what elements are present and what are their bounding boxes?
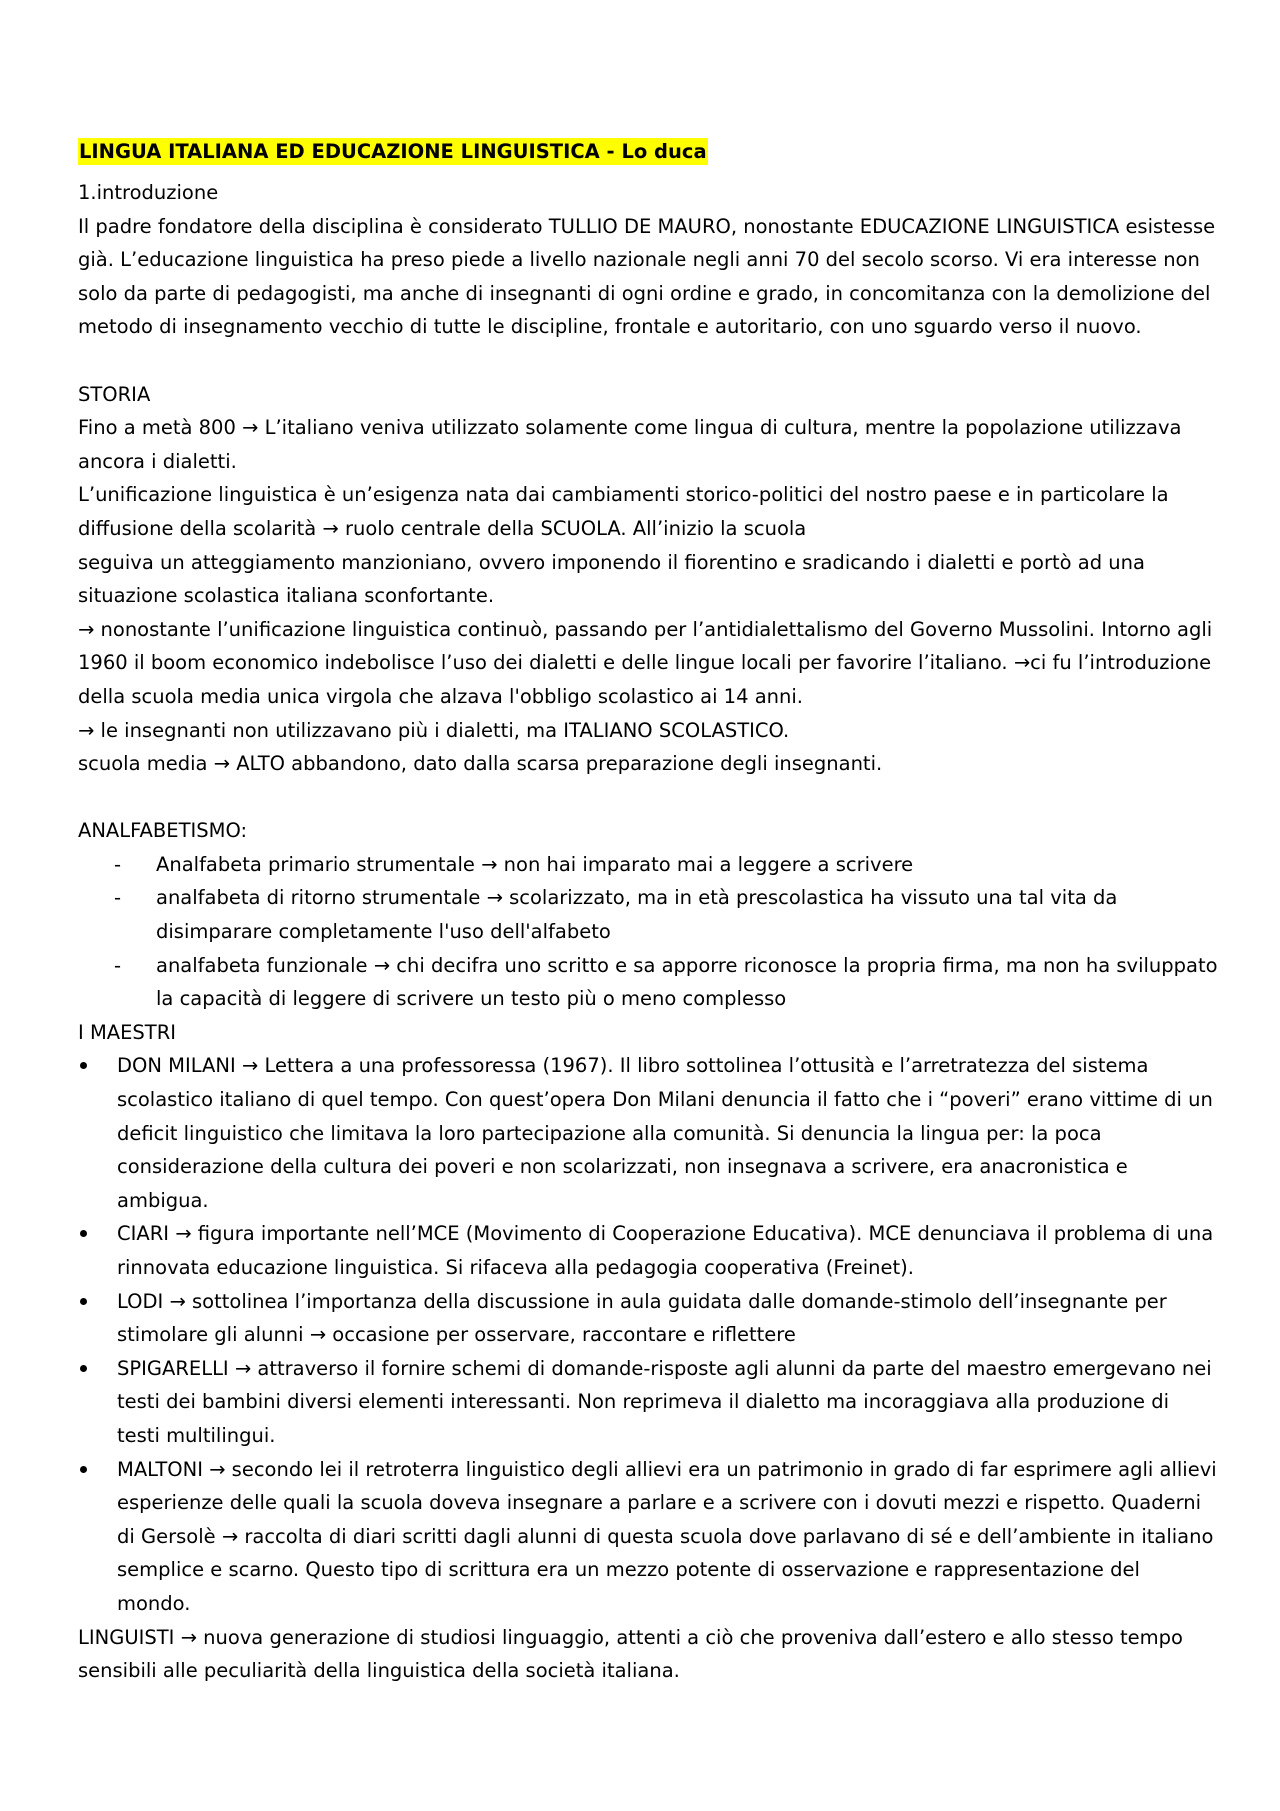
storia-paragraph: seguiva un atteggiamento manzioniano, ovvero imponendo il fiorentino e sradicando i dialetti e portò ad una situazione scolastica italiana sconfortante. bbox=[78, 550, 1145, 608]
maestri-heading: I MAESTRI bbox=[78, 1020, 177, 1044]
intro-paragraph: Il padre fondatore della disciplina è considerato TULLIO DE MAURO, nonostante EDUCAZIONE LINGUISTICA esistesse già. L’educazione linguistica ha preso piede a livello nazionale negli anni 70 del secolo scorso. Vi era interesse non solo da parte di pedagogisti, ma anche di insegnanti di ogni ordine e grado, in concomitanza con la demolizione del metodo di insegnamento vecchio di tutte le discipline, frontale e autoritario, con uno sguardo verso il nuovo. bbox=[78, 214, 1216, 339]
spacer bbox=[78, 781, 1218, 815]
storia-paragraph: L’unificazione linguistica è un’esigenza nata dai cambiamenti storico-politici del nostro paese e in particolare la diffusione della scolarità → ruolo centrale della SCUOLA. All’inizio la scuola bbox=[78, 483, 1169, 540]
list-item: LODI → sottolinea l’importanza della discussione in aula guidata dalle domande-stimolo dell’insegnante per stimolare gli alunni → occasione per osservare, raccontare e riflettere bbox=[78, 1285, 1218, 1352]
storia-paragraph: → le insegnanti non utilizzavano più i dialetti, ma ITALIANO SCOLASTICO. bbox=[78, 718, 790, 742]
analfabetismo-list bbox=[78, 848, 1218, 1016]
document-page bbox=[78, 135, 1218, 1688]
list-item: CIARI → figura importante nell’MCE (Movimento di Cooperazione Educativa). MCE denunciava il problema di una rinnovata educazione linguistica. Si rifaceva alla pedagogia cooperativa (Freinet). bbox=[78, 1217, 1218, 1284]
analfabetismo-heading: ANALFABETISMO: bbox=[78, 819, 248, 843]
storia-paragraph: → nonostante l’unificazione linguistica continuò, passando per l’antidialettalismo del Governo Mussolini. Intorno agli 1960 il boom economico indebolisce l’uso dei dialetti e delle lingue locali per favorire l’italiano. →ci fu l’introduzione della scuola media unica virgola che alzava l'obbligo scolastico ai 14 anni. bbox=[78, 617, 1213, 708]
linguisti-paragraph: LINGUISTI → nuova generazione di studiosi linguaggio, attenti a ciò che proveniva dall’estero e allo stesso tempo sensibili alle peculiarità della linguistica della società italiana. bbox=[78, 1625, 1183, 1683]
maestri-list bbox=[78, 1049, 1218, 1620]
intro-heading: 1.introduzione bbox=[78, 181, 219, 204]
list-item: DON MILANI → Lettera a una professoressa (1967). Il libro sottolinea l’ottusità e l’arretratezza del sistema scolastico italiano di quel tempo. Con quest’opera Don Milani denuncia il fatto che i “poveri” erano vittime di un deficit linguistico che limitava la loro partecipazione alla comunità. Si denuncia la lingua per: la poca considerazione della cultura dei poveri e non scolarizzati, non insegnava a scrivere, era anacronistica e ambigua. bbox=[78, 1049, 1218, 1217]
list-item: SPIGARELLI → attraverso il fornire schemi di domande-risposte agli alunni da parte del maestro emergevano nei testi dei bambini diversi elementi interessanti. Non reprimeva il dialetto ma incoraggiava alla produzione di testi multilingui. bbox=[78, 1352, 1218, 1453]
storia-paragraph: Fino a metà 800 → L’italiano veniva utilizzato solamente come lingua di cultura, mentre la popolazione utilizzava ancora i dialetti. bbox=[78, 416, 1182, 473]
list-item: - analfabeta funzionale → chi decifra uno scritto e sa apporre riconosce la propria firma, ma non ha sviluppato la capacità di leggere di scrivere un testo più o meno complesso bbox=[78, 949, 1218, 1016]
storia-paragraph: scuola media → ALTO abbandono, dato dalla scarsa preparazione degli insegnanti. bbox=[78, 752, 883, 776]
storia-heading: STORIA bbox=[78, 382, 151, 406]
document-title: LINGUA ITALIANA ED EDUCAZIONE LINGUISTICA - Lo duca bbox=[79, 140, 707, 163]
spacer bbox=[78, 344, 1218, 378]
list-item: - Analfabeta primario strumentale → non hai imparato mai a leggere a scrivere bbox=[78, 848, 1218, 882]
list-item: MALTONI → secondo lei il retroterra linguistico degli allievi era un patrimonio in grado di far esprimere agli allievi esperienze delle quali la scuola doveva insegnare a parlare e a scrivere con i dovuti mezzi e rispetto. Quaderni di Gersolè → raccolta di diari scritti dagli alunni di questa scuola dove parlavano di sé e dell’ambiente in italiano semplice e scarno. Questo tipo di scrittura era un mezzo potente di osservazione e rappresentazione del mondo. bbox=[78, 1453, 1218, 1621]
list-item: - analfabeta di ritorno strumentale → scolarizzato, ma in età prescolastica ha vissuto una tal vita da disimparare completamente l'uso dell'alfabeto bbox=[78, 881, 1218, 948]
